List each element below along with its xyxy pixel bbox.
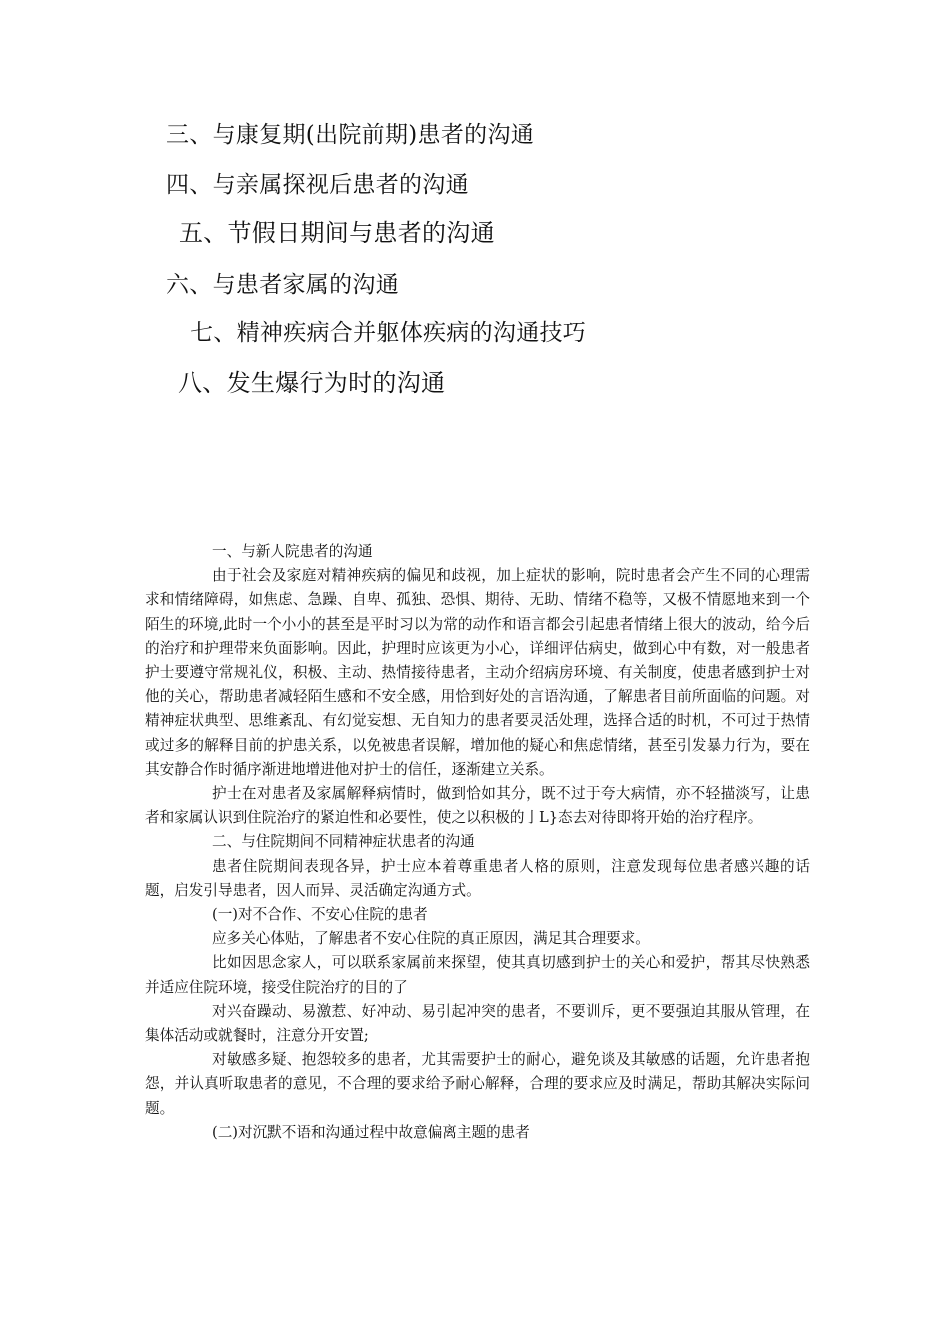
section-title-1: 一、与新人院患者的沟通 <box>212 543 373 560</box>
paragraph: 患者住院期间表现各异，护士应本着尊重患者人格的原则，注意发现每位患者感兴趣的话题，启发引导患者，因人而异、灵活确定沟通方式。 <box>145 857 810 899</box>
paragraph: 护士在对患者及家属解释病情时，做到恰如其分，既不过于夸大病情，亦不轻描淡写，让患者和家属认识到住院治疗的紧迫性和必要性，使之以积极的亅L}态去对待即将开始的治疗程序。 <box>145 785 810 827</box>
paragraph: 由于社会及家庭对精神疾病的偏见和歧视，加上症状的影响，院时患者会产生不同的心理需求和情绪障碍，如焦虑、急躁、自卑、孤独、恐惧、期待、无助、情绪不稳等，又极不情愿地来到一个陌生的环境,此时一个小小的甚至是平时习以为常的动作和语言都会引起患者情绪上很大的波动，给今后的治疗和护理带来负面影响。因此，护理时应该更为小心，详细评估病史，做到心中有数，对一般患者护士要遵守常规礼仪，积极、主动、热情接待患者，主动介绍病房环境、有关制度，使患者感到护士对他的关心，帮助患者减轻陌生感和不安全感，用恰到好处的言语沟通，了解患者目前所面临的问题。对精神症状典型、思维紊乱、有幻觉妄想、无自知力的患者要灵活处理，选择合适的时机，不可过于热情或过多的解释目前的护患关系，以免被患者误解，增加他的疑心和焦虑情绪，甚至引发暴力行为，要在其安静合作时循序渐进地增进他对护士的信任，逐渐建立关系。 <box>145 567 810 778</box>
subsection-title-1: (一)对不合作、不安心住院的患者 <box>212 906 428 924</box>
paragraph: 对敏感多疑、抱怨较多的患者，尤其需要护士的耐心，避免谈及其敏感的话题，允许患者抱怨，并认真听取患者的意见，不合理的要求给予耐心解释，合理的要求应及时满足，帮助其解决实际问题。 <box>145 1051 810 1117</box>
subsection-title-2: (二)对沉默不语和沟通过程中故意偏离主题的患者 <box>212 1123 530 1141</box>
section-title-2: 二、与住院期间不同精神症状患者的沟通 <box>212 833 475 851</box>
paragraph: 比如因思念家人，可以联系家属前来探望，使其真切感到护士的关心和爱护，帮其尽快熟悉并适应住院环境，接受住院治疗的目的了 <box>145 954 810 996</box>
outline-heading-3: 三、与康复期(出院前期)患者的沟通 <box>166 122 535 148</box>
paragraph: 对兴奋躁动、易激惹、好冲动、易引起冲突的患者，不要训斥，更不要强迫其服从管理，在集体活动或就餐时，注意分开安置; <box>145 1002 810 1045</box>
outline-heading-6: 六、与患者家属的沟通 <box>166 272 399 298</box>
paragraph: 应多关心体贴，了解患者不安心住院的真正原因，满足其合理要求。 <box>212 930 650 948</box>
outline-heading-7: 七、精神疾病合并躯体疾病的沟通技巧 <box>190 320 587 346</box>
body-text <box>145 540 810 1145</box>
outline-heading-5: 五、节假日期间与患者的沟通 <box>179 219 495 247</box>
outline-heading-4: 四、与亲属探视后患者的沟通 <box>166 172 469 198</box>
outline-heading-8: 八、发生爆行为时的沟通 <box>178 369 446 397</box>
